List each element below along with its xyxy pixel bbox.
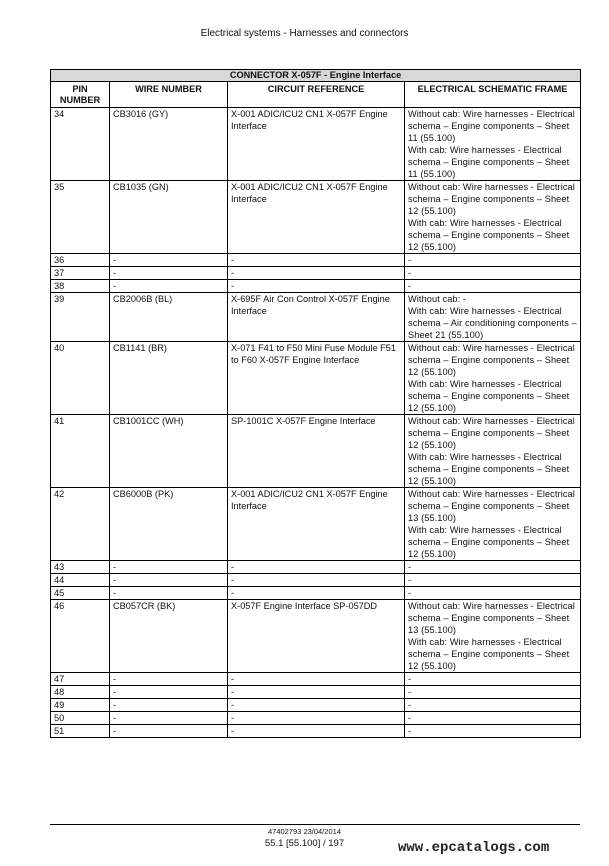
wire-number-cell: CB2006B (BL) — [110, 293, 228, 342]
schematic-frame-cell — [405, 488, 581, 561]
wire-number-cell: - — [110, 587, 228, 600]
schematic-frame-cell — [405, 108, 581, 181]
schematic-frame-cell — [405, 574, 581, 587]
wire-number-cell: CB1035 (GN) — [110, 181, 228, 254]
pin-cell: 44 — [51, 574, 110, 587]
schematic-frame-entry: - — [408, 255, 412, 265]
wire-number-cell: - — [110, 686, 228, 699]
schematic-frame-entry: With cab: Wire harnesses - Electrical schema – Engine components – Sheet 12 (55.100) — [408, 525, 570, 559]
schematic-frame-entry: Without cab: Wire harnesses - Electrical schema – Engine components – Sheet 11 (55.100) — [408, 109, 575, 143]
wire-number-cell: CB1001CC (WH) — [110, 415, 228, 488]
pin-cell: 46 — [51, 600, 110, 673]
table-row — [51, 574, 581, 587]
connector-table — [50, 69, 581, 738]
pin-cell: 34 — [51, 108, 110, 181]
table-row — [51, 415, 581, 488]
wire-number-cell: - — [110, 712, 228, 725]
table-row — [51, 699, 581, 712]
schematic-frame-cell — [405, 267, 581, 280]
schematic-frame-entry: Without cab: Wire harnesses - Electrical schema – Engine components – Sheet 13 (55.100) — [408, 601, 575, 635]
table-title: CONNECTOR X-057F - Engine Interface — [51, 70, 581, 82]
schematic-frame-cell — [405, 561, 581, 574]
table-row — [51, 712, 581, 725]
schematic-frame-entry: Without cab: Wire harnesses - Electrical schema – Engine components – Sheet 12 (55.100) — [408, 343, 575, 377]
circuit-reference-cell: - — [228, 712, 405, 725]
pin-cell: 36 — [51, 254, 110, 267]
schematic-frame-cell — [405, 686, 581, 699]
schematic-frame-entry: With cab: Wire harnesses - Electrical schema – Engine components – Sheet 11 (55.100) — [408, 145, 570, 179]
wire-number-cell: CB3016 (GY) — [110, 108, 228, 181]
col-header-circuit: CIRCUIT REFERENCE — [228, 82, 405, 108]
schematic-frame-cell — [405, 600, 581, 673]
circuit-reference-cell: X-071 F41 to F50 Mini Fuse Module F51 to F60 X-057F Engine Interface — [228, 342, 405, 415]
schematic-frame-cell — [405, 725, 581, 738]
wire-number-cell: - — [110, 725, 228, 738]
schematic-frame-entry: - — [408, 268, 412, 278]
schematic-frame-cell — [405, 699, 581, 712]
table-row — [51, 293, 581, 342]
wire-number-cell: - — [110, 280, 228, 293]
schematic-frame-entry: - — [408, 674, 412, 684]
schematic-frame-cell — [405, 587, 581, 600]
circuit-reference-cell: - — [228, 673, 405, 686]
schematic-frame-entry: With cab: Wire harnesses - Electrical schema – Engine components – Sheet 12 (55.100) — [408, 218, 570, 252]
schematic-frame-entry: Without cab: Wire harnesses - Electrical schema – Engine components – Sheet 12 (55.100) — [408, 416, 575, 450]
table-row — [51, 181, 581, 254]
schematic-frame-cell — [405, 673, 581, 686]
pin-cell: 49 — [51, 699, 110, 712]
schematic-frame-entry: - — [408, 713, 412, 723]
schematic-frame-entry: Without cab: Wire harnesses - Electrical schema – Engine components – Sheet 12 (55.100) — [408, 182, 575, 216]
schematic-frame-entry: Without cab: Wire harnesses - Electrical schema – Engine components – Sheet 13 (55.100) — [408, 489, 575, 523]
circuit-reference-cell: X-001 ADIC/ICU2 CN1 X-057F Engine Interface — [228, 488, 405, 561]
table-row — [51, 488, 581, 561]
wire-number-cell: - — [110, 699, 228, 712]
wire-number-cell: - — [110, 574, 228, 587]
schematic-frame-cell — [405, 342, 581, 415]
col-header-wire: WIRE NUMBER — [110, 82, 228, 108]
table-row — [51, 342, 581, 415]
pin-cell: 40 — [51, 342, 110, 415]
table-row — [51, 267, 581, 280]
pin-cell: 51 — [51, 725, 110, 738]
schematic-frame-entry: With cab: Wire harnesses - Electrical schema – Engine components – Sheet 12 (55.100) — [408, 637, 570, 671]
circuit-reference-cell: - — [228, 254, 405, 267]
schematic-frame-cell — [405, 280, 581, 293]
table-row — [51, 280, 581, 293]
circuit-reference-cell: - — [228, 699, 405, 712]
circuit-reference-cell: X-695F Air Con Control X-057F Engine Interface — [228, 293, 405, 342]
circuit-reference-cell: X-001 ADIC/ICU2 CN1 X-057F Engine Interface — [228, 181, 405, 254]
pin-cell: 45 — [51, 587, 110, 600]
wire-number-cell: - — [110, 673, 228, 686]
table-body — [51, 108, 581, 738]
wire-number-cell: CB057CR (BK) — [110, 600, 228, 673]
schematic-frame-entry: - — [408, 726, 412, 736]
pin-cell: 43 — [51, 561, 110, 574]
pin-cell: 35 — [51, 181, 110, 254]
table-row — [51, 673, 581, 686]
pin-cell: 47 — [51, 673, 110, 686]
circuit-reference-cell: - — [228, 267, 405, 280]
schematic-frame-entry: With cab: Wire harnesses - Electrical schema – Air conditioning components – Sheet 21 (55.100) — [408, 306, 577, 340]
circuit-reference-cell: X-057F Engine Interface SP-057DD — [228, 600, 405, 673]
pin-cell: 50 — [51, 712, 110, 725]
table-row — [51, 587, 581, 600]
table-row — [51, 108, 581, 181]
pin-cell: 41 — [51, 415, 110, 488]
circuit-reference-cell: - — [228, 574, 405, 587]
pin-cell: 48 — [51, 686, 110, 699]
table-row — [51, 686, 581, 699]
circuit-reference-cell: - — [228, 561, 405, 574]
schematic-frame-entry: - — [408, 687, 412, 697]
footer-rule — [50, 824, 580, 825]
schematic-frame-entry: - — [408, 588, 412, 598]
footer-page-number: 55.1 [55.100] / 197 — [264, 838, 345, 849]
circuit-reference-cell: - — [228, 686, 405, 699]
schematic-frame-entry: With cab: Wire harnesses - Electrical schema – Engine components – Sheet 12 (55.100) — [408, 452, 570, 486]
schematic-frame-cell — [405, 712, 581, 725]
schematic-frame-entry: - — [408, 700, 412, 710]
schematic-frame-cell — [405, 254, 581, 267]
schematic-frame-entry: - — [408, 562, 412, 572]
schematic-frame-cell — [405, 293, 581, 342]
table-row — [51, 725, 581, 738]
schematic-frame-entry: - — [408, 575, 412, 585]
circuit-reference-cell: - — [228, 725, 405, 738]
watermark-url: www.epcatalogs.com — [398, 840, 550, 856]
circuit-reference-cell: SP-1001C X-057F Engine Interface — [228, 415, 405, 488]
pin-cell: 39 — [51, 293, 110, 342]
circuit-reference-cell: X-001 ADIC/ICU2 CN1 X-057F Engine Interface — [228, 108, 405, 181]
table-row — [51, 254, 581, 267]
table-row — [51, 600, 581, 673]
schematic-frame-entry: - — [408, 281, 412, 291]
schematic-frame-entry: With cab: Wire harnesses - Electrical schema – Engine components – Sheet 12 (55.100) — [408, 379, 570, 413]
wire-number-cell: - — [110, 561, 228, 574]
circuit-reference-cell: - — [228, 587, 405, 600]
wire-number-cell: - — [110, 267, 228, 280]
schematic-frame-entry: Without cab: - — [408, 294, 467, 304]
wire-number-cell: - — [110, 254, 228, 267]
pin-cell: 37 — [51, 267, 110, 280]
schematic-frame-cell — [405, 181, 581, 254]
page-header: Electrical systems - Harnesses and connectors — [200, 28, 409, 39]
wire-number-cell: CB6000B (PK) — [110, 488, 228, 561]
col-header-frame: ELECTRICAL SCHEMATIC FRAME — [405, 82, 581, 108]
col-header-pin-line2: NUMBER — [59, 95, 101, 105]
table-row — [51, 561, 581, 574]
col-header-pin-line1: PIN — [72, 84, 88, 94]
col-header-pin — [51, 82, 110, 108]
pin-cell: 42 — [51, 488, 110, 561]
footer-doc-id: 47402793 23/04/2014 — [268, 827, 341, 836]
column-headers — [51, 82, 581, 108]
pin-cell: 38 — [51, 280, 110, 293]
wire-number-cell: CB1141 (BR) — [110, 342, 228, 415]
circuit-reference-cell: - — [228, 280, 405, 293]
schematic-frame-cell — [405, 415, 581, 488]
